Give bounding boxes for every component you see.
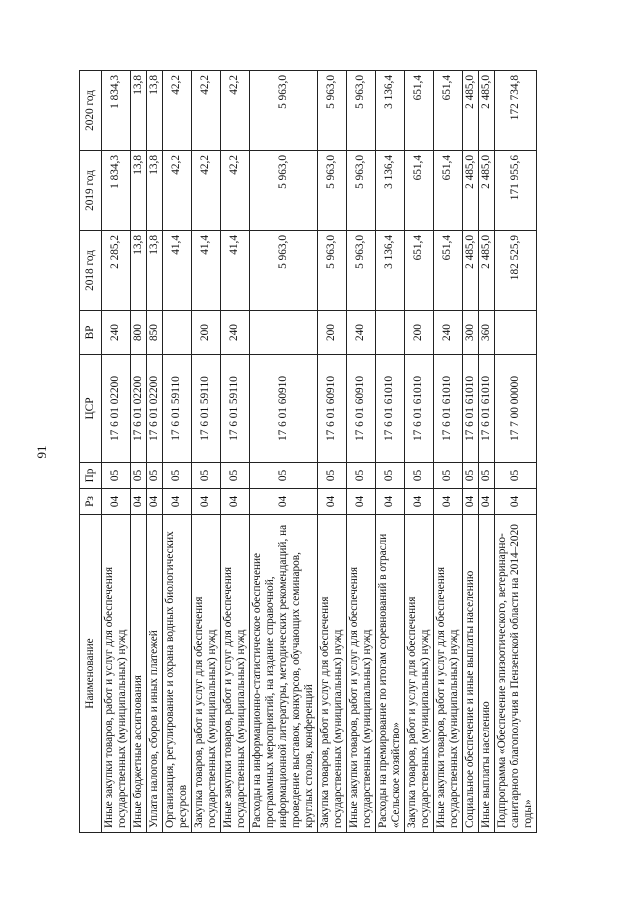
cell-pr: 05 <box>494 463 536 489</box>
cell-2018: 651,4 <box>433 231 462 311</box>
table-row <box>478 71 494 833</box>
cell-2019: 5 963,0 <box>346 151 375 231</box>
cell-vr: 300 <box>462 311 478 355</box>
cell-2018: 41,4 <box>220 231 249 311</box>
cell-name: Расходы на информационно-статистическое обеспечение программных мероприятий, на издание справочной, информационной литературы, методических рекомендаций, на проведение выставок, конкурсов, обучающих семинаров, круглых столов, конференций <box>249 515 317 833</box>
cell-2020: 5 963,0 <box>249 71 317 151</box>
cell-csr: 17 6 01 02200 <box>130 355 146 463</box>
header-rz: Рз <box>80 489 102 515</box>
cell-2018: 2 285,2 <box>102 231 131 311</box>
cell-2018: 13,8 <box>130 231 146 311</box>
cell-vr <box>375 311 404 355</box>
cell-2020: 3 136,4 <box>375 71 404 151</box>
table-row <box>102 71 131 833</box>
table-row <box>162 71 191 833</box>
table-row <box>130 71 146 833</box>
cell-vr: 240 <box>346 311 375 355</box>
cell-2019: 651,4 <box>433 151 462 231</box>
cell-vr: 360 <box>478 311 494 355</box>
cell-name: Иные закупки товаров, работ и услуг для обеспечения государственных (муниципальных) нужд <box>102 515 131 833</box>
table-row <box>220 71 249 833</box>
cell-rz: 04 <box>346 489 375 515</box>
table-row <box>191 71 220 833</box>
cell-name: Иные закупки товаров, работ и услуг для обеспечения государственных (муниципальных) нужд <box>346 515 375 833</box>
cell-pr: 05 <box>102 463 131 489</box>
table-row <box>249 71 317 833</box>
cell-2018: 41,4 <box>162 231 191 311</box>
cell-2020: 5 963,0 <box>346 71 375 151</box>
cell-rz: 04 <box>317 489 346 515</box>
cell-2019: 13,8 <box>146 151 162 231</box>
cell-csr: 17 6 01 02200 <box>146 355 162 463</box>
table-header-row <box>80 71 102 833</box>
header-name: Наименование <box>80 515 102 833</box>
cell-2019: 42,2 <box>191 151 220 231</box>
table-row <box>433 71 462 833</box>
cell-2020: 42,2 <box>162 71 191 151</box>
cell-rz: 04 <box>146 489 162 515</box>
rotated-table-container <box>79 71 539 833</box>
cell-csr: 17 6 01 61010 <box>462 355 478 463</box>
cell-csr: 17 7 00 00000 <box>494 355 536 463</box>
cell-2020: 651,4 <box>433 71 462 151</box>
cell-pr: 05 <box>146 463 162 489</box>
cell-2018: 13,8 <box>146 231 162 311</box>
cell-pr: 05 <box>220 463 249 489</box>
cell-2020: 13,8 <box>130 71 146 151</box>
cell-2018: 41,4 <box>191 231 220 311</box>
cell-name: Уплата налогов, сборов и иных платежей <box>146 515 162 833</box>
cell-rz: 04 <box>191 489 220 515</box>
cell-vr: 850 <box>146 311 162 355</box>
cell-pr: 05 <box>162 463 191 489</box>
table-row <box>375 71 404 833</box>
table-row <box>146 71 162 833</box>
cell-vr: 240 <box>102 311 131 355</box>
cell-2020: 2 485,0 <box>478 71 494 151</box>
header-pr: Пр <box>80 463 102 489</box>
header-vr: ВР <box>80 311 102 355</box>
cell-vr: 240 <box>220 311 249 355</box>
cell-pr: 05 <box>191 463 220 489</box>
header-2018: 2018 год <box>80 231 102 311</box>
cell-2019: 651,4 <box>404 151 433 231</box>
cell-2020: 172 734,8 <box>494 71 536 151</box>
cell-name: Закупка товаров, работ и услуг для обеспечения государственных (муниципальных) нужд <box>191 515 220 833</box>
cell-vr: 800 <box>130 311 146 355</box>
cell-pr: 05 <box>462 463 478 489</box>
cell-2019: 5 963,0 <box>249 151 317 231</box>
cell-2020: 1 834,3 <box>102 71 131 151</box>
table-row <box>404 71 433 833</box>
cell-vr: 200 <box>404 311 433 355</box>
cell-vr <box>494 311 536 355</box>
page-number: 91 <box>34 445 49 459</box>
cell-rz: 04 <box>494 489 536 515</box>
cell-vr: 240 <box>433 311 462 355</box>
table-row <box>494 71 536 833</box>
cell-rz: 04 <box>162 489 191 515</box>
cell-2018: 5 963,0 <box>249 231 317 311</box>
cell-2020: 651,4 <box>404 71 433 151</box>
cell-2020: 13,8 <box>146 71 162 151</box>
cell-rz: 04 <box>102 489 131 515</box>
cell-rz: 04 <box>462 489 478 515</box>
cell-csr: 17 6 01 61010 <box>478 355 494 463</box>
cell-csr: 17 6 01 60910 <box>346 355 375 463</box>
cell-name: Социальное обеспечение и иные выплаты населению <box>462 515 478 833</box>
cell-pr: 05 <box>130 463 146 489</box>
cell-csr: 17 6 01 61010 <box>404 355 433 463</box>
header-2019: 2019 год <box>80 151 102 231</box>
cell-pr: 05 <box>478 463 494 489</box>
cell-csr: 17 6 01 60910 <box>317 355 346 463</box>
cell-name: Иные выплаты населению <box>478 515 494 833</box>
cell-name: Организация, регулирование и охрана водных биологических ресурсов <box>162 515 191 833</box>
cell-2019: 2 485,0 <box>478 151 494 231</box>
cell-rz: 04 <box>404 489 433 515</box>
cell-vr <box>162 311 191 355</box>
cell-rz: 04 <box>249 489 317 515</box>
cell-rz: 04 <box>375 489 404 515</box>
cell-2019: 13,8 <box>130 151 146 231</box>
cell-csr: 17 6 01 60910 <box>249 355 317 463</box>
cell-2019: 5 963,0 <box>317 151 346 231</box>
cell-name: Иные закупки товаров, работ и услуг для обеспечения государственных (муниципальных) нужд <box>433 515 462 833</box>
cell-2018: 651,4 <box>404 231 433 311</box>
header-csr: ЦСР <box>80 355 102 463</box>
cell-rz: 04 <box>433 489 462 515</box>
cell-2018: 2 485,0 <box>462 231 478 311</box>
cell-vr: 200 <box>191 311 220 355</box>
cell-2019: 42,2 <box>220 151 249 231</box>
table-row <box>317 71 346 833</box>
cell-pr: 05 <box>346 463 375 489</box>
cell-2018: 5 963,0 <box>317 231 346 311</box>
cell-name: Закупка товаров, работ и услуг для обеспечения государственных (муниципальных) нужд <box>404 515 433 833</box>
cell-2020: 42,2 <box>191 71 220 151</box>
cell-pr: 05 <box>249 463 317 489</box>
cell-rz: 04 <box>478 489 494 515</box>
cell-pr: 05 <box>375 463 404 489</box>
cell-2019: 171 955,6 <box>494 151 536 231</box>
table-row <box>346 71 375 833</box>
cell-2019: 1 834,3 <box>102 151 131 231</box>
cell-name: Расходы на премирование по итогам соревнований в отрасли «Сельское хозяйство» <box>375 515 404 833</box>
cell-rz: 04 <box>220 489 249 515</box>
cell-csr: 17 6 01 61010 <box>375 355 404 463</box>
cell-rz: 04 <box>130 489 146 515</box>
cell-pr: 05 <box>404 463 433 489</box>
cell-2018: 182 525,9 <box>494 231 536 311</box>
table-row <box>462 71 478 833</box>
cell-2019: 2 485,0 <box>462 151 478 231</box>
cell-2020: 2 485,0 <box>462 71 478 151</box>
cell-name: Подпрограмма «Обеспечение эпизоотического, ветеринарно-санитарного благополучия в Пензенской области на 2014–2020 годы» <box>494 515 536 833</box>
cell-pr: 05 <box>317 463 346 489</box>
cell-2019: 42,2 <box>162 151 191 231</box>
cell-name: Закупка товаров, работ и услуг для обеспечения государственных (муниципальных) нужд <box>317 515 346 833</box>
budget-table <box>79 70 537 833</box>
cell-vr: 200 <box>317 311 346 355</box>
header-2020: 2020 год <box>80 71 102 151</box>
cell-csr: 17 6 01 59110 <box>220 355 249 463</box>
cell-2020: 5 963,0 <box>317 71 346 151</box>
cell-2020: 42,2 <box>220 71 249 151</box>
cell-2018: 5 963,0 <box>346 231 375 311</box>
cell-csr: 17 6 01 59110 <box>191 355 220 463</box>
cell-2018: 3 136,4 <box>375 231 404 311</box>
cell-name: Иные закупки товаров, работ и услуг для обеспечения государственных (муниципальных) нужд <box>220 515 249 833</box>
cell-csr: 17 6 01 59110 <box>162 355 191 463</box>
cell-2018: 2 485,0 <box>478 231 494 311</box>
cell-csr: 17 6 01 61010 <box>433 355 462 463</box>
cell-vr <box>249 311 317 355</box>
cell-csr: 17 6 01 02200 <box>102 355 131 463</box>
cell-name: Иные бюджетные ассигнования <box>130 515 146 833</box>
cell-2019: 3 136,4 <box>375 151 404 231</box>
cell-pr: 05 <box>433 463 462 489</box>
